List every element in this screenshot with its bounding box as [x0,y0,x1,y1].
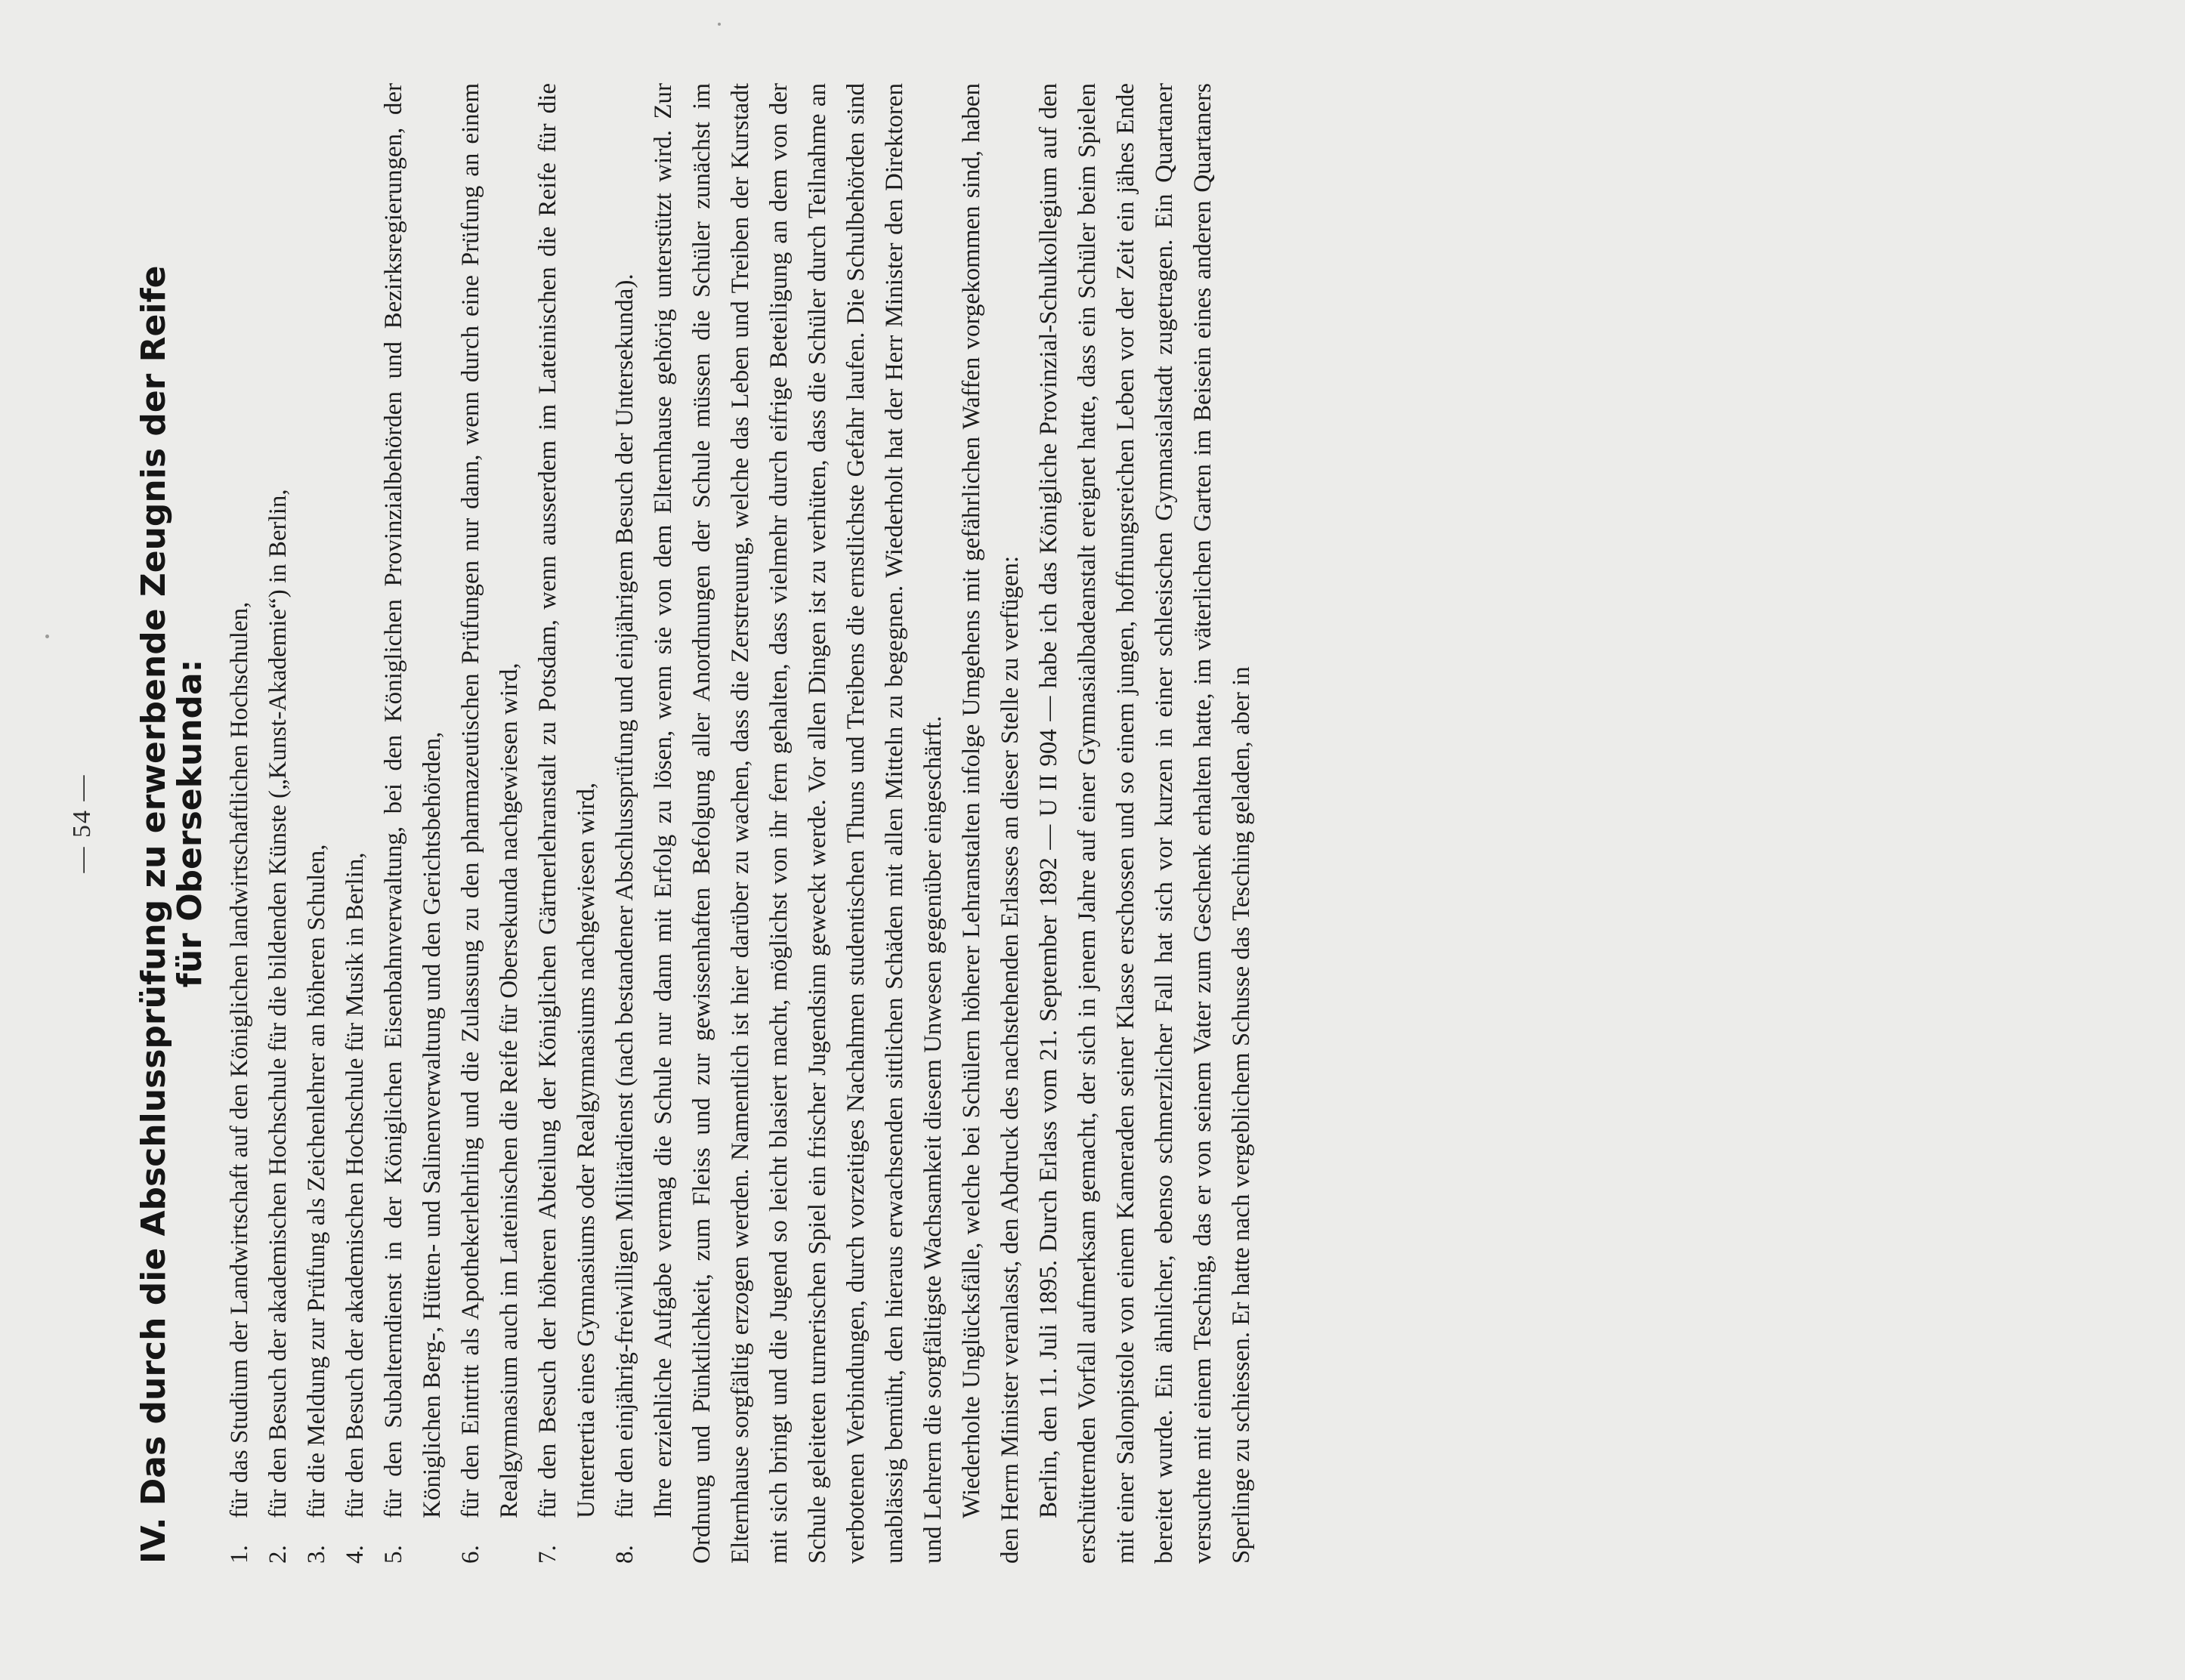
chapter-heading [136,83,209,1564]
body-paragraph: Berlin, den 11. Juli 1895. Durch Erlass vom 21. September 1892 — U II 904 — habe ich das Königliche Provinzial-Schulkollegium auf den erschütternden Vorfall aufmerksam gemacht, der sich in jenem Jahre auf einer Gymnasialbadeanstalt ereignet hatte, dass ein Schüler beim Spielen mit einer Salonpistole von einem Kameraden seiner Klasse erschossen und so einem jungen, hoffnungsreichen Leben vor der Zeit ein jähes Ende bereitet wurde. Ein ähnlicher, ebenso schmerzlicher Fall hat sich vor kurzen in einer schlesischen Gymnasialstadt zugetragen. Ein Quartaner versuchte mit einem Tesching, das er von seinem Vater zum Geschenk erhalten hatte, im väterlichen Garten im Beisein eines anderen Quartaners Sperlinge zu schiessen. Er hatte nach vergeblichem Schusse das Tesching geladen, aber in [1035,83,1255,1564]
body-paragraph: Wiederholte Unglücksfälle, welche bei Schülern höherer Lehranstalten infolge Umgehens mit gefährlichen Waffen vorgekommen sind, haben den Herrn Minister veranlasst, den Abdruck des nachstehenden Erlasses an dieser Stelle zu verfügen: [958,83,1024,1564]
list-item-text: für das Studium der Landwirtschaft auf den Königlichen landwirtschaftlichen Hochschulen, [226,601,253,1518]
list-item-number: 5. [380,1545,407,1564]
list-item-text: für den Besuch der höheren Abteilung der Königlichen Gärtnerlehranstalt zu Potsdam, wenn ausserdem im Lateinischen die Reife für die Untertertia eines Gymnasiums oder Realgymnasiums nachgewiesen wird, [534,83,600,1518]
list-item [221,83,259,1564]
chapter-heading-line1: IV. Das durch die Abschlussprüfung zu erwerbende Zeugnis der Reife [134,265,173,1564]
list-item-number: 8. [611,1545,638,1564]
scan-speck [718,23,721,26]
list-item-number: 6. [457,1545,484,1564]
list-item-text: für den einjährig-freiwilligen Militärdienst (nach bestandener Abschlussprüfung und einjährigem Besuch der Untersekunda). [611,273,638,1518]
list-item [375,83,452,1564]
list-item-text: für den Subalterndienst in der Königlichen Eisenbahnverwaltung, bei den Königlichen Provinzialbehörden und Bezirksregierungen, der Königlichen Berg-, Hütten- und Salinenverwaltung und den Gerichtsbehörden, [380,83,446,1518]
list-item-number: 7. [534,1545,561,1564]
list-item-text: für den Eintritt als Apothekerlehrling und die Zulassung zu den pharmazeutischen Prüfungen nur dann, wenn durch eine Prüfung an einem Realgymnasium auch im Lateinischen die Reife für Obersekunda nachgewiesen wird, [457,83,523,1518]
privilege-list [221,83,644,1564]
list-item-text: für die Meldung zur Prüfung als Zeichenlehrer an höheren Schulen, [303,844,330,1518]
list-item [606,83,644,1564]
list-item-text: für den Besuch der akademischen Hochschule für Musik in Berlin, [342,852,369,1518]
page-number: — 54 — [68,774,96,873]
list-item [452,83,529,1564]
list-item [298,83,336,1564]
list-item-number: 2. [264,1545,292,1564]
list-item-number: 3. [303,1545,330,1564]
body-paragraph: Ihre erziehliche Aufgabe vermag die Schule nur dann mit Erfolg zu lösen, wenn sie von dem Elternhause gehörig unterstützt wird. Zur Ordnung und Pünktlichkeit, zum Fleiss und zur gewissenhaften Befolgung aller Anordnungen der Schule müssen die Schüler zunächst im Elternhause sorgfältig erzogen werden. Namentlich ist hier darüber zu wachen, dass die Zerstreuung, welche das Leben und Treiben der Kurstadt mit sich bringt und die Jugend so leicht blasiert macht, möglichst von ihr fern gehalten, dass vielmehr durch eifrige Beteiligung an dem von der Schule geleiteten turnerischen Spiel ein frischer Jugendsinn geweckt werde. Vor allen Dingen ist zu verhüten, dass die Schüler durch Teilnahme an verbotenen Verbindungen, durch vorzeitiges Nachahmen studentischen Thuns und Treibens die ernstlichste Gefahr laufen. Die Schulbehörden sind unablässig bemüht, den hieraus erwachsenden sittlichen Schäden mit allen Mitteln zu begegnen. Wiederholt hat der Herr Minister den Direktoren und Lehrern die sorgfältigste Wachsamkeit diesem Unwesen gegenüber eingeschärft. [650,83,947,1564]
list-item [529,83,606,1564]
list-item [336,83,375,1564]
list-item-number: 1. [226,1545,253,1564]
list-item [259,83,298,1564]
chapter-heading-line2: für Obersekunda: [171,659,209,988]
list-item-number: 4. [342,1545,369,1564]
scan-speck [45,635,49,638]
list-item-text: für den Besuch der akademischen Hochschule für die bildenden Künste („Kunst-Akademie“) in Berlin, [264,489,292,1518]
page-content [68,83,2115,1564]
